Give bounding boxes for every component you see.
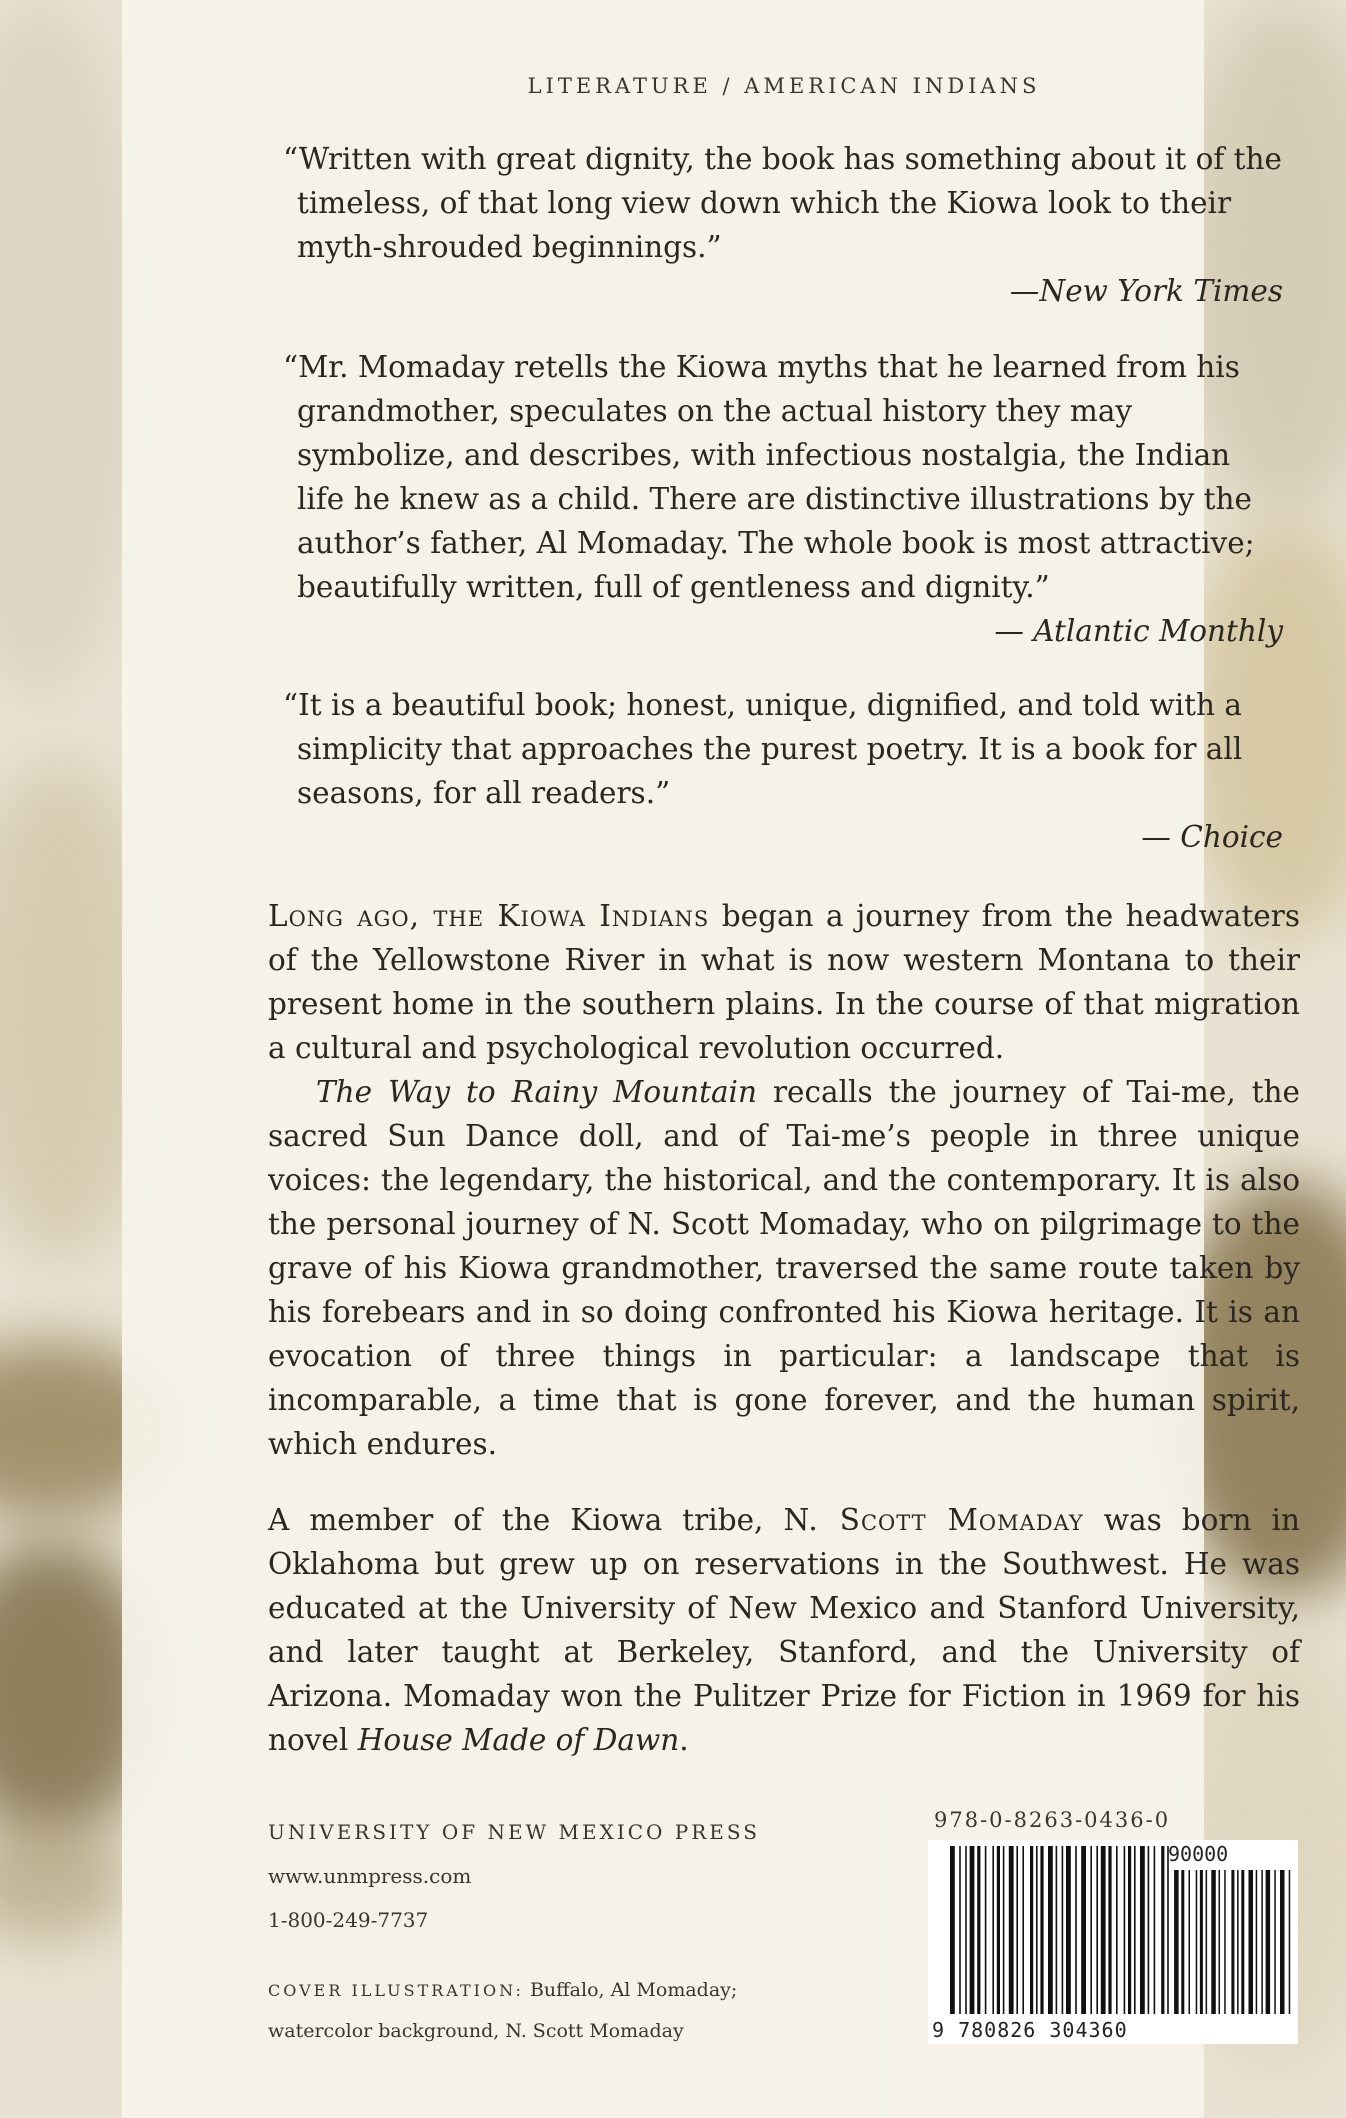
barcode-bar	[1224, 1870, 1226, 2014]
publisher-phone: 1-800-249-7737	[268, 1908, 429, 1932]
quote-text: “Written with great dignity, the book has something about it of the timeless, of that long view down which the Kiowa look to their myth-shrouded beginnings.”	[283, 142, 1282, 264]
barcode-bar	[965, 1846, 967, 2014]
barcode-bar	[977, 1846, 980, 2014]
barcode-bar	[1256, 1870, 1258, 2014]
text-panel	[122, 0, 1301, 2118]
barcode-bar	[1167, 1846, 1169, 2014]
description-paragraph	[268, 1070, 1300, 1466]
author-name: N. Scott Momaday	[783, 1503, 1084, 1537]
barcode-bar	[1116, 1846, 1118, 2014]
paragraph-text: recalls the journey of Tai-me, the sacred Sun Dance doll, and of Tai-me’s people in three unique voices: the legendary, the historical, and the contemporary. It is also the personal journey of N. Scott Momaday, who on pilgrimage to the grave of his Kiowa grandmother, traversed the same route taken by his forebears and in so doing confronted his Kiowa heritage. It is an evocation of three things in particular: a landscape that is incomparable, a time that is gone forever, and the human spirit, which endures.	[268, 1075, 1301, 1461]
quote-source: —New York Times	[1009, 274, 1283, 308]
barcode-bar	[1090, 1846, 1092, 2014]
cover-credits	[268, 1970, 828, 2051]
barcode-bar	[1056, 1846, 1058, 2014]
barcode-bar	[1030, 1846, 1033, 2014]
bio-text: .	[679, 1723, 689, 1757]
barcode-bar	[1274, 1870, 1276, 2014]
barcode-bar	[1200, 1870, 1203, 2014]
publisher-name: UNIVERSITY OF NEW MEXICO PRESS	[268, 1820, 760, 1844]
quote-source: — Choice	[1141, 820, 1283, 854]
barcode-bar	[1219, 1870, 1221, 2014]
credit-line: watercolor background, N. Scott Momaday	[268, 2020, 684, 2042]
barcode-bar	[1289, 1870, 1291, 2014]
barcode-bar	[1124, 1846, 1126, 2014]
watercolor-wash	[0, 0, 140, 700]
description-paragraph	[268, 894, 1300, 1070]
lead-in: Long ago, the Kiowa Indians	[268, 899, 710, 933]
barcode-bar	[997, 1846, 1000, 2014]
publisher-website: www.unmpress.com	[268, 1864, 472, 1888]
barcode-bar	[1148, 1846, 1150, 2014]
barcode	[928, 1840, 1298, 2044]
barcode-bar	[1062, 1846, 1064, 2014]
barcode-bar	[1108, 1846, 1111, 2014]
barcode-bar	[1154, 1846, 1156, 2014]
paragraph-text: began a journey from the headwaters of the Yellowstone River in what is now western Montana to their present home in the southern plains. In the course of that migration a cultural and psychological revolution occurred.	[268, 899, 1300, 1065]
review-quote	[283, 345, 1283, 653]
barcode-bar	[1174, 1870, 1179, 2014]
quote-text: “Mr. Momaday retells the Kiowa myths that he learned from his grandmother, speculates on the actual history they may symbolize, and describes, with infectious nostalgia, the Indian life he knew as a child. There are distinctive illustrations by the author’s father, Al Momaday. The whole book is most attractive; beautifully written, full of gentleness and dignity.”	[283, 350, 1255, 604]
barcode-bar	[1016, 1846, 1018, 2014]
barcode-bar	[1003, 1846, 1005, 2014]
barcode-bar	[1101, 1846, 1106, 2014]
barcode-bar	[1036, 1846, 1038, 2014]
author-bio	[268, 1498, 1300, 1762]
publisher-info	[268, 1810, 828, 1942]
bio-text: was born in Oklahoma but grew up on reservations in the Southwest. He was educated at the University of New Mexico and Stanford University, and later taught at Berkeley, Stanford, and the University of Arizona. Momaday won the Pulitzer Prize for Fiction in 1969 for his novel	[268, 1503, 1300, 1757]
watercolor-wash	[0, 1820, 130, 1940]
barcode-digits: 9 780826 304360	[932, 2018, 1128, 2042]
barcode-bar	[1161, 1846, 1164, 2014]
barcode-bar	[1237, 1870, 1239, 2014]
barcode-bar	[1022, 1846, 1024, 2014]
barcode-bar	[1040, 1846, 1043, 2014]
barcode-bar	[1231, 1870, 1234, 2014]
quote-source: — Atlantic Monthly	[994, 614, 1283, 648]
barcode-bar	[1266, 1870, 1271, 2014]
category-heading: LITERATURE / AMERICAN INDIANS	[527, 74, 1041, 98]
bio-text: A member of the Kiowa tribe,	[268, 1503, 784, 1537]
barcode-bar	[959, 1846, 961, 2014]
barcode-bar	[1261, 1870, 1263, 2014]
barcode-bar	[1009, 1846, 1014, 2014]
barcode-bar	[992, 1846, 994, 2014]
barcode-bar	[1196, 1870, 1198, 2014]
barcode-bar	[1280, 1870, 1285, 2014]
barcode-bar	[1081, 1846, 1086, 2014]
barcode-bar	[970, 1846, 975, 2014]
barcode-bar	[1211, 1870, 1216, 2014]
barcode-bar	[1134, 1846, 1136, 2014]
barcode-bar	[1075, 1846, 1077, 2014]
barcode-bar	[985, 1846, 987, 2014]
barcode-bar	[1206, 1870, 1208, 2014]
barcode-bar	[1181, 1870, 1184, 2014]
barcode-bar	[1140, 1846, 1145, 2014]
book-title: The Way to Rainy Mountain	[316, 1075, 757, 1109]
barcode-bar	[1249, 1870, 1254, 2014]
credit-label: COVER ILLUSTRATION:	[268, 1981, 524, 2000]
barcode-bar	[1096, 1846, 1098, 2014]
barcode-bar	[1241, 1870, 1244, 2014]
barcode-bar	[1048, 1846, 1053, 2014]
barcode-price-code: 90000	[1168, 1842, 1229, 1866]
review-quote	[283, 137, 1283, 313]
credit-line: Buffalo, Al Momaday;	[523, 1979, 738, 2001]
novel-title: House Made of Dawn	[357, 1723, 680, 1757]
isbn-number: 978-0-8263-0436-0	[934, 1808, 1171, 1832]
barcode-bar	[1066, 1846, 1071, 2014]
barcode-bars	[928, 1840, 1298, 2044]
barcode-bar	[1128, 1846, 1131, 2014]
barcode-bar	[950, 1846, 955, 2014]
quote-text: “It is a beautiful book; honest, unique, dignified, and told with a simplicity that approaches the purest poetry. It is a book for all seasons, for all readers.”	[283, 688, 1243, 810]
review-quote	[283, 683, 1283, 859]
barcode-bar	[1189, 1870, 1191, 2014]
